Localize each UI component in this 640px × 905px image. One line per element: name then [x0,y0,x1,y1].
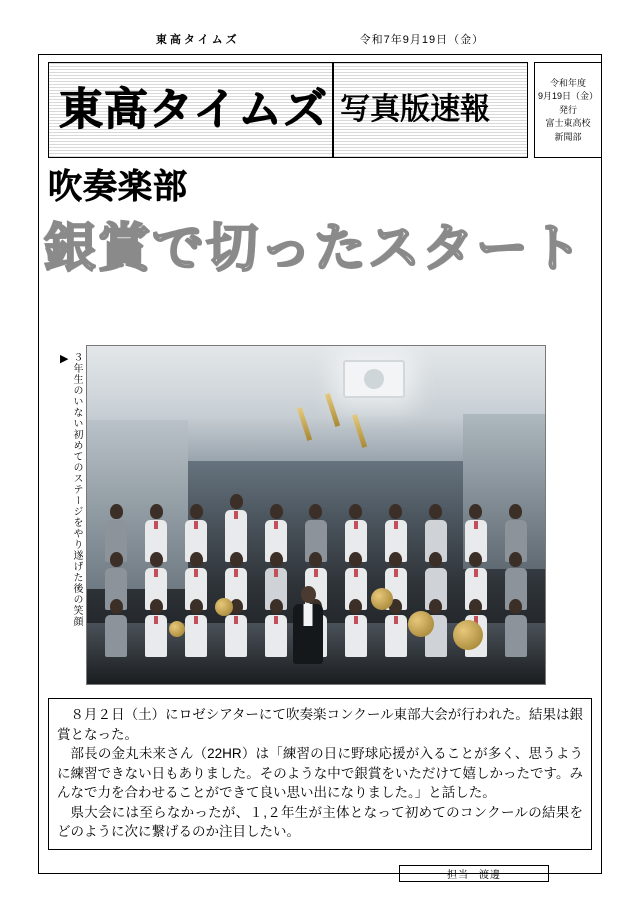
running-head [30,30,610,48]
footer-role-label: 担当 [447,870,469,881]
article-paragraph-2: 部長の金丸未来さん（22HR）は「練習の日に野球応援が入ることが多く、思うように練習できない日もありました。そのような中で銀賞をいただけて嬉しかったです。みんなで力を合わせることができて良い思い出になりました。」と話した。 [57,746,583,801]
issue-school: 富士東高校 [545,118,591,129]
photo-person [185,599,207,657]
running-head-title: 東高タイムズ [155,34,240,46]
issue-date: 9月19日（金） [537,91,599,102]
masthead-title: 東高タイムズ [59,84,329,135]
caption-arrow-icon: ▶ [60,353,69,365]
issue-info-box [534,62,602,158]
tuba-icon [408,611,434,637]
running-head-date: 令和7年9月19日（金） [359,34,485,46]
photo-person [505,599,527,657]
masthead [48,62,528,158]
masthead-subtitle: 写真版速報 [332,63,490,157]
photo-band-group [86,345,546,685]
photo-person [145,599,167,657]
issue-publish-label: 発行 [558,104,577,115]
issue-department: 新聞部 [554,131,582,142]
photo-person [265,599,287,657]
footer-credit [399,865,549,882]
headline-club: 吹奏楽部 [48,167,188,207]
photo-person [345,599,367,657]
footer-author-name: 渡邊 [479,870,501,881]
photo-person [105,599,127,657]
issue-year: 令和年度 [549,78,586,89]
article-body [48,698,592,850]
photo-conductor [293,586,323,664]
photo-caption: ３年生のいない初めてのステージをやり遂げた後の笑顔 [71,352,82,627]
article-paragraph-3: 県大会には至らなかったが、１,２年生が主体となって初めてのコンクールの結果をどのように次に繋げるのか注目したい。 [57,804,583,840]
stage-light-icon [343,360,405,398]
headline-main: 銀賞で切ったスタート [44,219,585,279]
article-paragraph-1: ８月２日（土）にロゼシアターにて吹奏楽コンクール東部大会が行われた。結果は銀賞となった。 [57,707,583,742]
euphonium-icon [371,588,393,610]
